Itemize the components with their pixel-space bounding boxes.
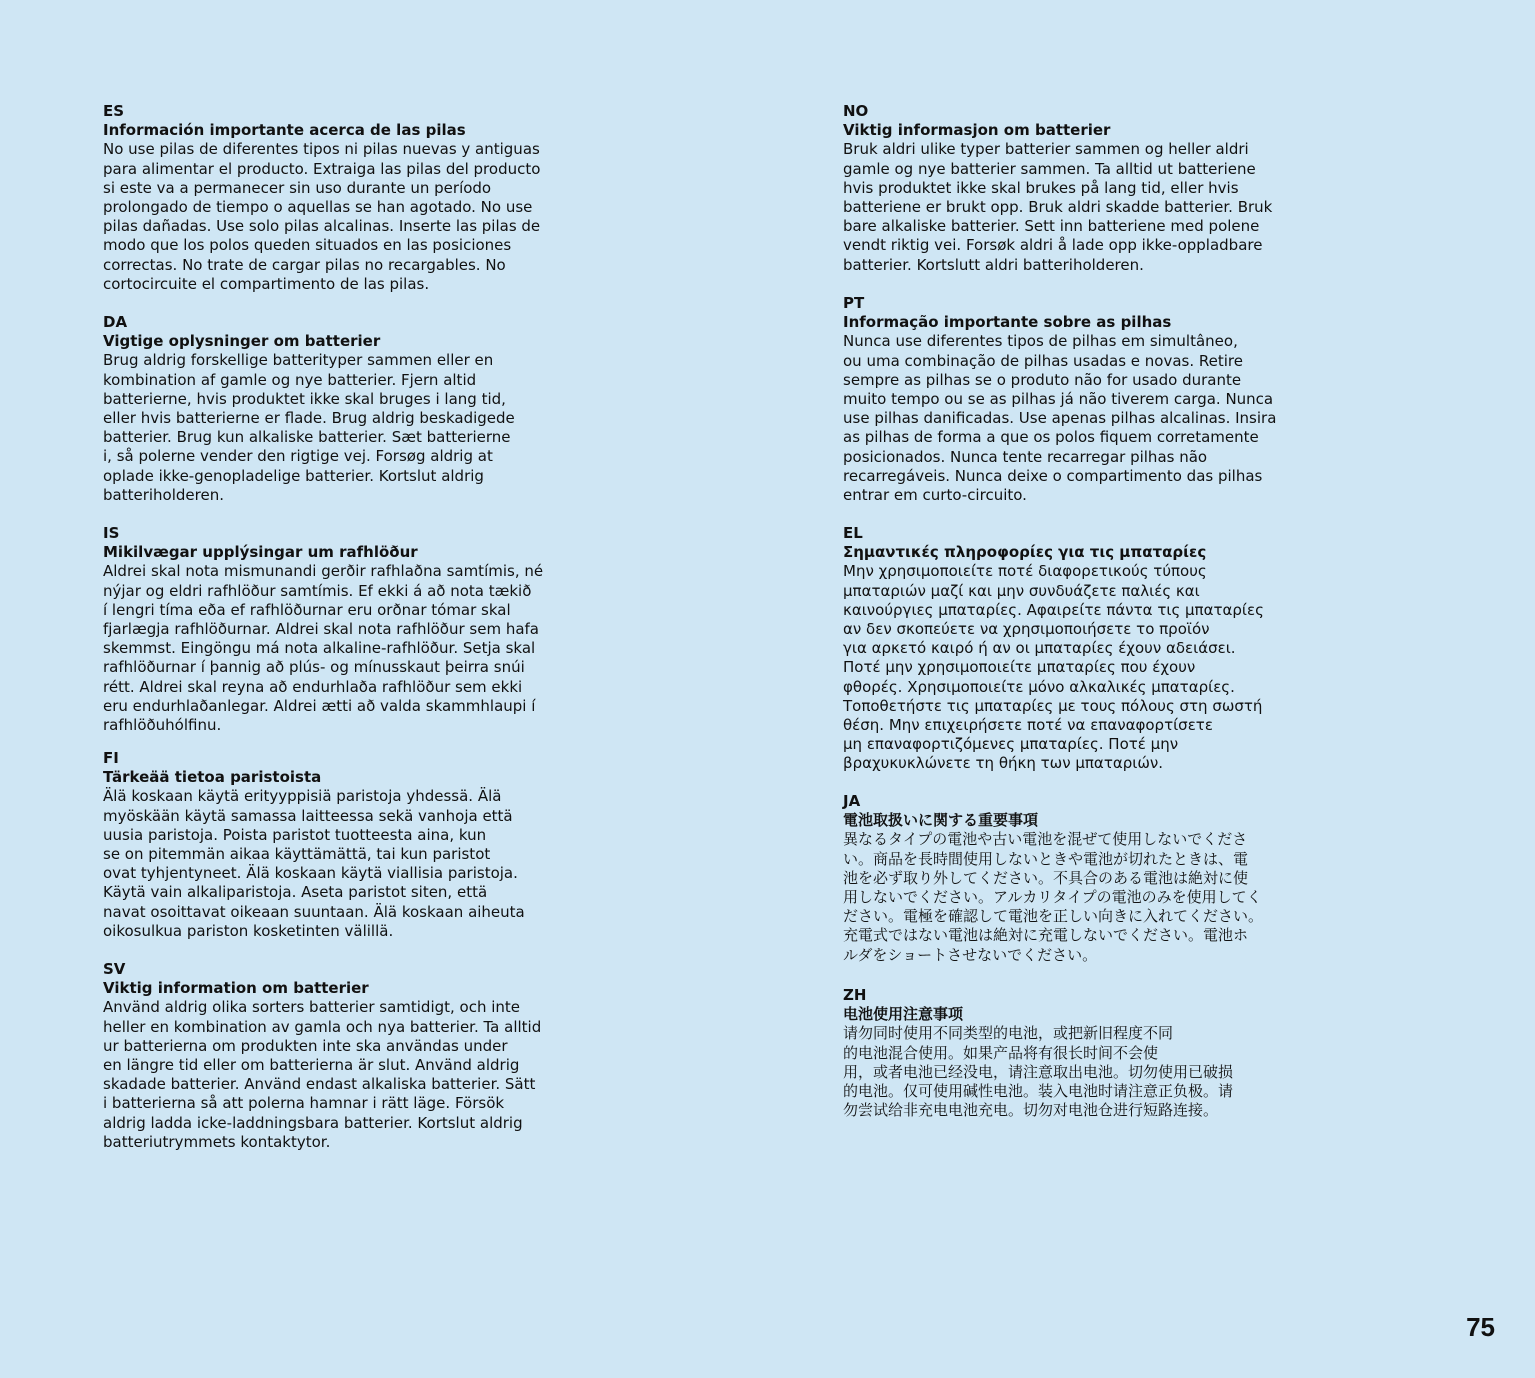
section-body: 请勿同时使用不同类型的电池，或把新旧程度不同 的电池混合使用。如果产品将有很长时间不会使 用，或者电池已经没电，请注意取出电池。切勿使用已破损 的电池。仅可使用碱性电池。装入电池时请注意正负极。请 勿尝试给非充电电池充电。切勿对电池仓进行短路连接。 bbox=[843, 1024, 1234, 1120]
section-heading: Vigtige oplysninger om batterier bbox=[103, 332, 381, 351]
section-heading: Σημαντικές πληροφορίες για τις μπαταρίες bbox=[843, 543, 1207, 562]
section-body: Älä koskaan käytä erityyppisiä paristoja yhdessä. Älä myöskään käytä samassa laitteessa sekä vanhoja että uusia paristoja. Poista paristot tuotteesta aina, kun se on pitemmän aikaa käyttämättä, tai kun paristot ovat tyhjentyneet. Älä koskaan käytä viallisia paristoja. Käytä vain alkaliparistoja. Aseta paristot siten, että navat osoittavat oikeaan suuntaan. Älä koskaan aiheuta oikosulkua pariston kosketinten välillä. bbox=[103, 787, 525, 940]
section-ja bbox=[843, 792, 1323, 965]
language-code: EL bbox=[843, 524, 863, 542]
section-sv bbox=[103, 960, 583, 1152]
section-heading: Viktig informasjon om batterier bbox=[843, 121, 1111, 140]
section-heading: Información importante acerca de las pilas bbox=[103, 121, 466, 140]
language-code: ES bbox=[103, 102, 125, 120]
language-code: FI bbox=[103, 749, 119, 767]
section-body: Μην χρησιμοποιείτε ποτέ διαφορετικούς τύπους μπαταριών μαζί και μην συνδυάζετε παλιές και καινούργιες μπαταρίες. Αφαιρείτε πάντα τις μπαταρίες αν δεν σκοπεύετε να χρησιμοποιήσετε το προϊόν για αρκετό καιρό ή αν οι μπαταρίες έχουν αδειάσει. Ποτέ μην χρησιμοποιείτε μπαταρίες που έχουν φθορές. Χρησιμοποιείτε μόνο αλκαλικές μπαταρίες. Τοποθετήστε τις μπαταρίες με τους πόλους στη σωστή θέση. Μην επιχειρήσετε ποτέ να επαναφορτίσετε μη επαναφορτιζόμενες μπαταρίες. Ποτέ μην βραχυκυκλώνετε τη θήκη των μπαταριών. bbox=[843, 562, 1264, 773]
section-is bbox=[103, 524, 583, 735]
section-body: Aldrei skal nota mismunandi gerðir rafhlaðna samtímis, né nýjar og eldri rafhlöður samtímis. Ef ekki á að nota tækið í lengri tíma eða ef rafhlöðurnar eru orðnar tómar skal fjarlægja rafhlöðurnar. Aldrei skal nota rafhlöður sem hafa skemmst. Eingöngu má nota alkaline-rafhlöður. Setja skal rafhlöðurnar í þannig að plús- og mínusskaut þeirra snúi rétt. Aldrei skal reyna að endurhlaða rafhlöður sem ekki eru endurhlaðanlegar. Aldrei ætti að valda skammhlaupi í rafhlöðuhólfinu. bbox=[103, 562, 544, 735]
section-es bbox=[103, 102, 583, 294]
page-number: 75 bbox=[1466, 1312, 1495, 1342]
language-code: DA bbox=[103, 313, 128, 331]
section-body: 異なるタイプの電池や古い電池を混ぜて使用しないでくださ い。商品を長時間使用しないときや電池が切れたときは、電 池を必ず取り外してください。不具合のある電池は絶対に使 用しないでください。アルカリタイプの電池のみを使用してく ださい。電極を確認して電池を正しい向きに入れてください。 充電式ではない電池は絶対に充電しないでください。電池ホ ルダをショートさせないでください。 bbox=[843, 830, 1264, 964]
language-code: NO bbox=[843, 102, 869, 120]
language-code: IS bbox=[103, 524, 120, 542]
section-da bbox=[103, 313, 583, 505]
section-el bbox=[843, 524, 1323, 774]
section-body: Nunca use diferentes tipos de pilhas em simultâneo, ou uma combinação de pilhas usadas e novas. Retire sempre as pilhas se o produto não for usado durante muito tempo ou se as pilhas já não tiverem carga. Nunca use pilhas danificadas. Use apenas pilhas alcalinas. Insira as pilhas de forma a que os polos fiquem corretamente posicionados. Nunca tente recarregar pilhas não recarregáveis. Nunca deixe o compartimento das pilhas entrar em curto-circuito. bbox=[843, 332, 1277, 505]
section-body: Använd aldrig olika sorters batterier samtidigt, och inte heller en kombination av gamla och nya batterier. Ta alltid ur batterierna om produkten inte ska användas under en längre tid eller om batterierna är slut. Använd aldrig skadade batterier. Använd endast alkaliska batterier. Sätt i batterierna så att polerna hamnar i rätt läge. Försök aldrig ladda icke-laddningsbara batterier. Kortslut aldrig batteriutrymmets kontaktytor. bbox=[103, 998, 542, 1151]
section-zh bbox=[843, 986, 1323, 1120]
language-code: ZH bbox=[843, 986, 867, 1004]
section-fi bbox=[103, 749, 583, 941]
language-code: PT bbox=[843, 294, 865, 312]
section-heading: Viktig information om batterier bbox=[103, 979, 369, 998]
section-heading: Mikilvægar upplýsingar um rafhlöður bbox=[103, 543, 418, 562]
section-heading: Informação importante sobre as pilhas bbox=[843, 313, 1172, 332]
section-no bbox=[843, 102, 1323, 275]
section-pt bbox=[843, 294, 1323, 505]
section-body: Bruk aldri ulike typer batterier sammen og heller aldri gamle og nye batterier sammen. Ta alltid ut batteriene hvis produktet ikke skal brukes på lang tid, eller hvis batteriene er brukt opp. Bruk aldri skadde batterier. Bruk bare alkaliske batterier. Sett inn batteriene med polene vendt riktig vei. Forsøk aldri å lade opp ikke-oppladbare batterier. Kortslutt aldri batteriholderen. bbox=[843, 140, 1273, 274]
section-heading: 電池取扱いに関する重要事項 bbox=[843, 811, 1039, 830]
section-heading: Tärkeää tietoa paristoista bbox=[103, 768, 322, 787]
language-code: SV bbox=[103, 960, 126, 978]
section-heading: 电池使用注意事项 bbox=[843, 1005, 964, 1024]
language-code: JA bbox=[843, 792, 861, 810]
section-body: No use pilas de diferentes tipos ni pilas nuevas y antiguas para alimentar el producto. Extraiga las pilas del producto si este va a permanecer sin uso durante un período prolongado de tiempo o aquellas se han agotado. No use pilas dañadas. Use solo pilas alcalinas. Inserte las pilas de modo que los polos queden situados en las posiciones correctas. No trate de cargar pilas no recargables. No cortocircuite el compartimento de las pilas. bbox=[103, 140, 541, 293]
section-body: Brug aldrig forskellige batterityper sammen eller en kombination af gamle og nye batterier. Fjern altid batterierne, hvis produktet ikke skal bruges i lang tid, eller hvis batterierne er flade. Brug aldrig beskadigede batterier. Brug kun alkaliske batterier. Sæt batterierne i, så polerne vender den rigtige vej. Forsøg aldrig at oplade ikke-genopladelige batterier. Kortslut aldrig batteriholderen. bbox=[103, 351, 515, 504]
